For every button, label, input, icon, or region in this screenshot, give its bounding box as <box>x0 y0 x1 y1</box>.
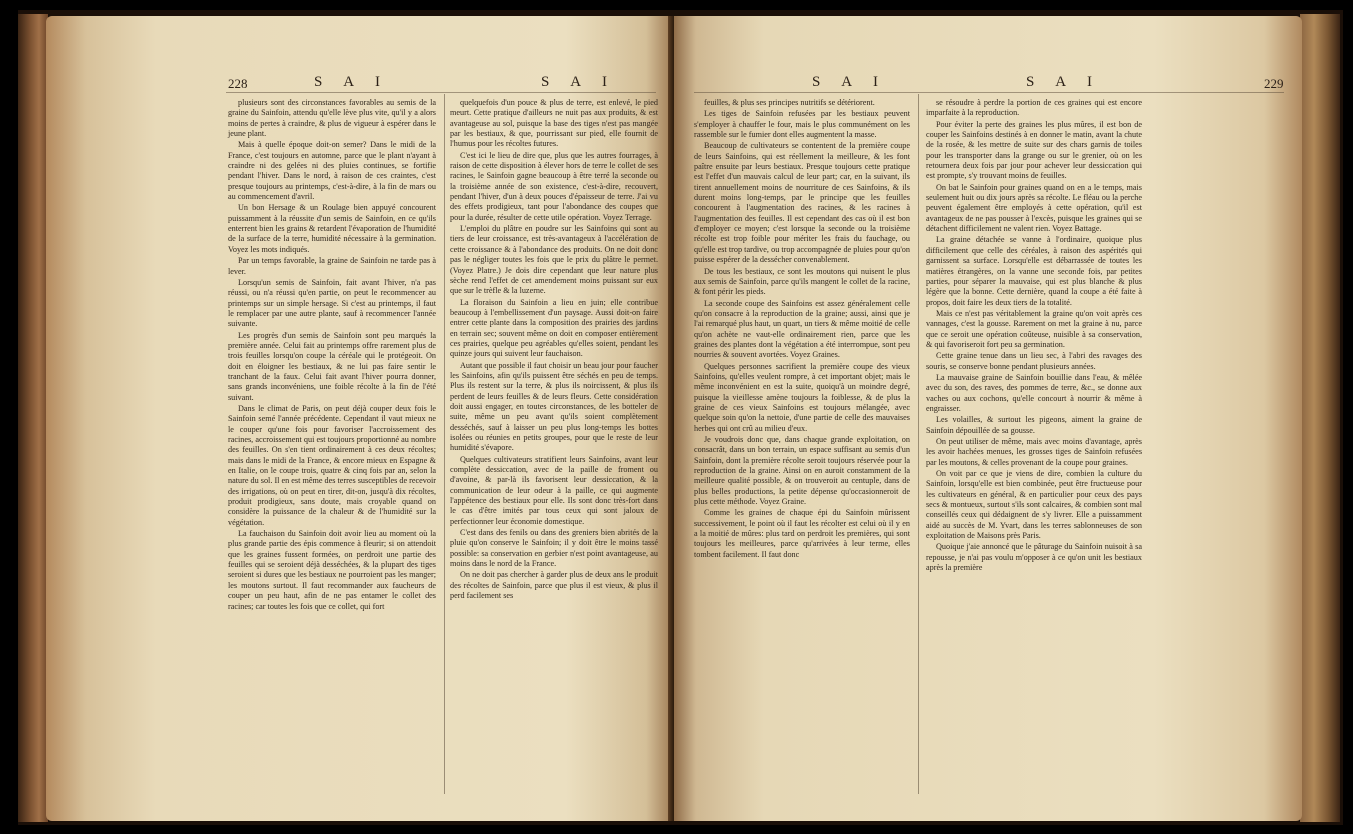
page-edges-left <box>18 14 48 822</box>
paragraph: Les tiges de Sainfoin refusées par les bestiaux peuvent s'employer à chauffer le four, mais le plus communément on les rassemble sur le fumier dont elles augmentent la masse. <box>694 109 910 140</box>
paragraph: Un bon Hersage & un Roulage bien appuyé concourent puissamment à la réussite d'un semis de Sainfoin, en ce qu'ils enterrent bien les grains & retardent l'évaporation de l'humidité de la surface de la terre, humidité nécessaire à la germination. Voyez les mots indiqués. <box>228 203 436 254</box>
paragraph: Quoique j'aie annoncé que le pâturage du Sainfoin nuisoit à sa repousse, je n'ai pas voulu m'opposer à ce qu'on unit les bestiaux après la première <box>926 542 1142 573</box>
paragraph: La floraison du Sainfoin a lieu en juin; elle contribue beaucoup à l'embellissement d'un paysage. Aussi doit-on faire entrer cette plante dans la composition des prairies des jardins en terrain sec; souvent même on doit en composer entièrement ces prairies, quelque peu agréables qu'elles soient, pendant les quinze jours qui suivent leur fauchaison. <box>450 297 658 359</box>
paragraph: Par un temps favorable, la graine de Sainfoin ne tarde pas à lever. <box>228 256 436 276</box>
paragraph: La graine détachée se vanne à l'ordinaire, quoique plus difficilement que celle des céréales, à raison des aspérités qui garnissent sa surface. Lorsqu'elle est débarrassée de toutes les matières étrangères, on la vanne une seconde fois, par petites parties, pour séparer la mauvaise, qui est plus blanche & plus légère que la bonne. Cette dernière, quand la coupe a été faite à propos, doit faire les deux tiers de la totalité. <box>926 235 1142 307</box>
paragraph: C'est ici le lieu de dire que, plus que les autres fourrages, à raison de cette disposition à élever hors de terre le collet de ses racines, le Sainfoin gagne beaucoup à être terré la seconde ou la troisième année de son existence, c'est-à-dire, recouvert, pendant l'hiver, d'un à deux pouces d'épaisseur de terre. J'ai vu des effets prodigieux, tant pour l'abondance des coupes que pour la durée, résulter de cette utile opération. Voyez Terrage. <box>450 150 658 222</box>
running-head-left: S A I <box>812 74 888 90</box>
paragraph: Beaucoup de cultivateurs se contentent de la première coupe de leurs Sainfoins, qui est réellement la meilleure, & les font paître ensuite par leurs bestiaux. Presque toujours cette pratique est l'effet d'un mauvais calcul de leur part; car, en la suivant, ils tirent annuellement moins de nourriture de ces Sainfoins, & ils durent moins long-temps, par le principe que les feuilles concourent à l'augmentation des racines, & les racines à l'augmentation des feuilles. Il est cependant des cas où il est bon d'employer ce moyen; c'est lorsque la seconde ou la troisième récolte est trop foible pour mériter les frais du fauchage, ou qu'elle est trop tardive, ou trop accompagnée de pluies pour qu'on puisse espérer de la dessécher convenablement. <box>694 141 910 265</box>
text-column-2 <box>926 98 1142 574</box>
running-head-right: S A I <box>541 74 617 90</box>
paragraph: Dans le climat de Paris, on peut déjà couper deux fois le Sainfoin semé l'année précédente. Cependant il vaut mieux ne le couper qu'une fois pour favoriser l'accroissement des racines, accroissement qui est toujours proportionné au nombre des feuilles. On s'en tient ordinairement à ces deux récoltes; mais dans le midi de la France, & encore mieux en Espagne & en Italie, on le coupe trois, quatre & cinq fois par an, selon la nature du sol. Il en est même des terres susceptibles de recevoir des irrigations, où on peut en tirer, dit-on, jusqu'à dix récoltes, produit prodigieux, sans doute, mais croyable quand on considère la puissance de la chaleur & de l'humidité sur la végétation. <box>228 403 436 527</box>
column-rule <box>444 94 445 794</box>
text-column-2 <box>450 98 658 603</box>
paragraph: Mais à quelle époque doit-on semer? Dans le midi de la France, c'est toujours en automne, parce que le plant n'ayant à craindre ni des gelées ni des pluies continues, se fortifie pendant l'hiver. Dans le nord, à raison de ces craintes, c'est presque toujours au printemps, c'est-à-dire, à la fin de mars ou au commencement d'avril. <box>228 140 436 202</box>
header-rule <box>694 92 1284 93</box>
paragraph: Autant que possible il faut choisir un beau jour pour faucher les Sainfoins, afin qu'ils puissent être séchés en peu de temps. Plus ils restent sur la terre, & plus ils noircissent, & plus ils perdent de leurs feuilles & de leurs fleurs. Cette considération doit aussi engager, en toutes circonstances, de les botteler de suite, même un peu avant qu'ils soient complètement desséchés, sauf à laisser un peu plus long-temps les bottes isolées ou réunies en petits groupes, pour que le reste de leur humidité s'évapore. <box>450 360 658 453</box>
paragraph: On voit par ce que je viens de dire, combien la culture du Sainfoin, lorsqu'elle est bien combinée, peut être fructueuse pour les cultivateurs en général, & en particulier pour ceux des pays secs & montueux, surtout s'ils sont calcaires, & combien sont mal conseillés ceux qui dédaignent de s'y livrer. Elle a puissamment aidé au succès de M. Yvart, dans les terres sablonneuses de son exploitation de Maisons près Paris. <box>926 469 1142 541</box>
paragraph: De tous les bestiaux, ce sont les moutons qui nuisent le plus aux semis de Sainfoin, parce qu'ils mangent le collet de la racine, & font périr les pieds. <box>694 266 910 297</box>
paragraph: On ne doit pas chercher à garder plus de deux ans le produit des récoltes de Sainfoin, parce que plus il est vieux, & plus il perd facilement ses <box>450 570 658 601</box>
paragraph: Quelques personnes sacrifient la première coupe des vieux Sainfoins, qu'elles veulent rompre, à cet important objet; mais le même inconvénient en est la suite, quoiqu'à un moindre degré, puisque la vieillesse amène toujours la foiblesse, & de plus la graine de ces vieux Sainfoins est toujours mélangée, avec quelque soin qu'on la nettoie, d'une partie de celle des mauvaises herbes qui ont crû au milieu d'eux. <box>694 361 910 433</box>
page-number: 229 <box>1264 76 1284 91</box>
paragraph: Je voudrois donc que, dans chaque grande exploitation, on consacrât, dans un bon terrain, un espace suffisant au semis d'un Sainfoin, dont la première récolte seroit toujours réservée pour la reproduction de la graine. Ainsi on en auroit constamment de la meilleure qualité possible, & on trouveroit au centuple, dans de plus belles productions, la petite dépense qu'occasionneroit de plus cette méthode. Voyez Graine. <box>694 435 910 507</box>
running-head-right: S A I <box>1026 74 1102 90</box>
paragraph: plusieurs sont des circonstances favorables au semis de la graine du Sainfoin, attendu qu'elle lève plus vite, qu'il y a alors moins de pertes à craindre, & plus de vigueur à espérer dans le jeune plant. <box>228 98 436 139</box>
paragraph: C'est dans des fenils ou dans des greniers bien abrités de la pluie qu'on conserve le Sainfoin; il y doit être le moins tassé possible: sa conservation en gerbier n'est point avantageuse, au moins dans le nord de la France. <box>450 528 658 569</box>
paragraph: Lorsqu'un semis de Sainfoin, fait avant l'hiver, n'a pas réussi, ou n'a réussi qu'en partie, on peut le recommencer au printemps sur un simple hersage. Si c'est au printemps, il faut le remplacer par une autre plante, sauf à recommencer l'année suivante. <box>228 277 436 329</box>
paragraph: La mauvaise graine de Sainfoin bouillie dans l'eau, & mêlée avec du son, des raves, des pommes de terre, &c., se donne aux vaches ou aux cochons, qu'elle concourt à nourrir & même à engraisser. <box>926 372 1142 413</box>
paragraph: La seconde coupe des Sainfoins est assez généralement celle qu'on consacre à la reproduction de la graine; aussi, ainsi que je l'ai remarqué plus haut, un quart, un tiers & même moitié de celle qu'on achète ne vaut-elle ordinairement rien, parce que les graines des plantes dont la végétation a été interrompue, sont peu nourries & souvent avortées. Voyez Graines. <box>694 298 910 360</box>
text-column-1 <box>694 98 910 561</box>
left-page <box>46 16 674 821</box>
page-number: 228 <box>228 76 248 91</box>
paragraph: Mais ce n'est pas véritablement la graine qu'on voit après ces vannages, c'est la gousse. Rarement on met la graine à nu, parce que ce seroit une opération coûteuse, nuisible à sa conservation, & qui favoriseroit fort peu sa germination. <box>926 308 1142 349</box>
paragraph: Quelques cultivateurs stratifient leurs Sainfoins, avant leur complète dessiccation, avec de la paille de froment ou d'avoine, & par-là ils favorisent leur dessiccation, & la communication de leur odeur à la paille, ce qui augmente l'appétence des bestiaux pour elle. Ils sont donc très-fort dans le cas d'être imités par tous ceux qui sont jaloux de perfectionner leur économie domestique. <box>450 454 658 526</box>
paragraph: On peut utiliser de même, mais avec moins d'avantage, après les avoir hachées menues, les grosses tiges de Sainfoin refusées par les moutons, & celles provenant de la coupe pour graines. <box>926 437 1142 467</box>
column-rule <box>918 94 919 794</box>
paragraph: Pour éviter la perte des graines les plus mûres, il est bon de couper les Sainfoins destinés à en donner le matin, avant la chute de la rosée, & les mettre de suite sur des chars garnis de toiles pour les transporter dans la grange ou sur le grenier, où on les retournera deux fois par jour pour achever leur dessiccation qui est prompte, s'y trouvant moins de feuilles. <box>926 119 1142 181</box>
paragraph: La fauchaison du Sainfoin doit avoir lieu au moment où la plus grande partie des épis commence à fleurir; si on attendoit que les graines fussent formées, on perdroit une partie des feuilles qui se seroient déjà desséchées, & la plupart des tiges seroient si dures que les bestiaux ne pourroient pas les manger; les moutons surtout. Il faut recommander aux faucheurs de couper un peu haut, afin de ne pas entamer le collet des racines; car toutes les fois que ce collet, qui fort <box>228 529 436 611</box>
text-column-1 <box>228 98 436 613</box>
right-page <box>674 16 1302 821</box>
paragraph: L'emploi du plâtre en poudre sur les Sainfoins qui sont au tiers de leur croissance, est très-avantageux à l'accélération de cette croissance & à l'abondance des produits. On ne doit donc pas le négliger toutes les fois que le prix du plâtre le permet. (Voyez Platre.) Je dois dire cependant que leur nature plus sèche rend l'effet de cet amendement moins puissant sur eux que sur le trèfle & la luzerne. <box>450 224 658 296</box>
paragraph: feuilles, & plus ses principes nutritifs se détériorent. <box>704 98 875 107</box>
paragraph: quelquefois d'un pouce & plus de terre, est enlevé, le pied meurt. Cette pratique d'ailleurs ne nuit pas aux produits, & est avantageuse au sol, puisque la base des tiges n'est pas mangée par les bestiaux, & que, pourrissant sur pied, elle fournit de l'humus pour les récoltes futures. <box>450 98 658 149</box>
header-rule <box>226 92 656 93</box>
running-head-left: S A I <box>314 74 390 90</box>
paragraph: Cette graine tenue dans un lieu sec, à l'abri des ravages des souris, se conserve bonne pendant plusieurs années. <box>926 351 1142 371</box>
page-edges-right <box>1300 14 1340 822</box>
paragraph: Les progrès d'un semis de Sainfoin sont peu marqués la première année. Celui fait au printemps offre rarement plus de trois feuilles lorsqu'on coupe la céréale qui le protégeoit. On doit en éloigner les bestiaux, & ne lui pas faire sentir le tranchant de la faux. Celui fait avant l'hiver pourra donner, sans grands inconvéniens, une foible récolte à la fin de l'été suivant. <box>228 330 436 402</box>
paragraph: Comme les graines de chaque épi du Sainfoin mûrissent successivement, le point où il faut les récolter est celui où il y en a la moitié de mûres: plus tard on perdroit les premières, qui sont toujours les meilleures, parce qu'arrivées à leur terme, elles tombent facilement. Il faut donc <box>694 508 910 559</box>
paragraph: On bat le Sainfoin pour graines quand on en a le temps, mais seulement huit ou dix jours après sa récolte. Le fléau ou la perche peuvent également être employés à cette opération, qu'il est avantageux de ne pas pousser à l'excès, puisque les graines qui se détachent difficilement ne valent rien. Voyez Battage. <box>926 182 1142 234</box>
paragraph: Les volailles, & surtout les pigeons, aiment la graine de Sainfoin dépouillée de sa gousse. <box>926 415 1142 435</box>
paragraph: se résoudre à perdre la portion de ces graines qui est encore imparfaite à la reproduction. <box>926 98 1142 118</box>
